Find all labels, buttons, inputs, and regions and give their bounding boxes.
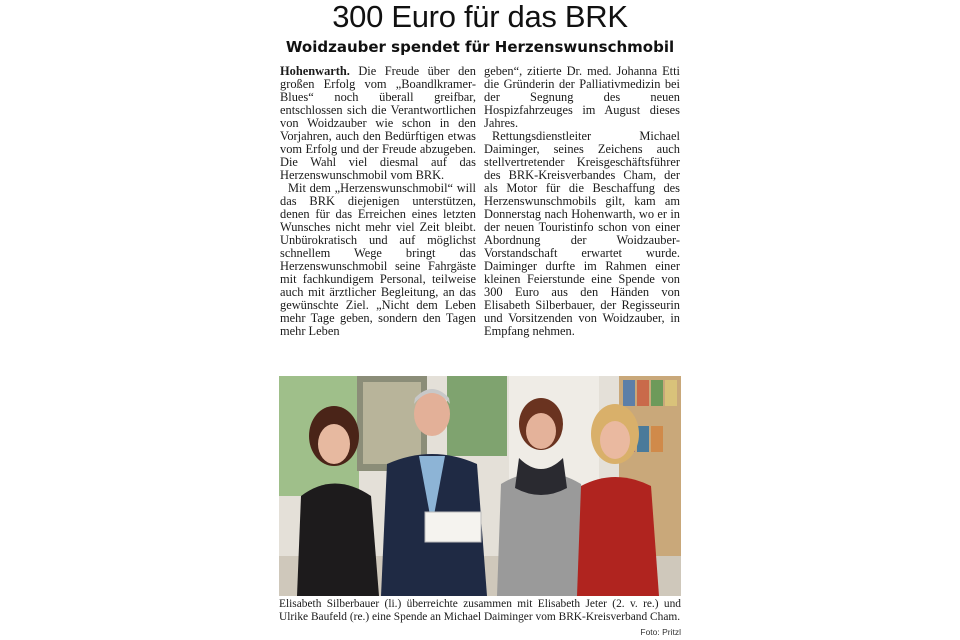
paragraph [280, 65, 476, 182]
photo-caption: Elisabeth Silberbauer (li.) überreichte zusammen mit Elisabeth Jeter (2. v. re.) und Ulrike Baufeld (re.) eine Spende an Michael Daiminger vom BRK-Kreisverband Cham. [279, 598, 681, 623]
headline: 300 Euro für das BRK [332, 0, 628, 34]
subheadline: Woidzauber spendet für Herzenswunschmobil [285, 38, 675, 56]
article-column-1 [280, 65, 476, 338]
article-photo [279, 376, 681, 596]
paragraph: Rettungsdienstleiter Michael Daiminger, seines Zeichens auch stellvertretender Kreisgeschäftsführer des BRK-Kreisverbandes Cham, der als Motor für die Beschaffung des Herzenswunschmobils gilt, kam am Donnerstag nach Hohenwarth, wo er in der neuen Touristinfo schon von einer Abordnung der Woidzauber-Vorstandschaft erwartet wurde. Daiminger durfte im Rahmen einer kleinen Feierstunde eine Spende von 300 Euro aus den Händen von Elisabeth Silberbauer, der Regisseurin und Vorsitzenden von Woidzauber, in Empfang nehmen. [484, 129, 680, 338]
paragraph: geben“, zitierte Dr. med. Johanna Etti die Gründerin der Palliativmedizin bei der Segnung des neuen Hospizfahrzeuges im August dieses Jahres. [484, 64, 680, 130]
photo-credit: Foto: Pritzl [640, 627, 681, 637]
article-column-2 [484, 65, 680, 338]
group-photo-illustration [279, 376, 681, 596]
paragraph-text: Die Freude über den großen Erfolg vom „Boandlkramer-Blues“ noch überall greifbar, entschlossen sich die Verantwortlichen von Woidzauber wie schon in den Vorjahren, auch den Bedürftigen etwas vom Erfolg und der Freude abzugeben. Die Wahl viel diesmal auf das Herzenswunschmobil vom BRK. [280, 64, 476, 182]
paragraph: Mit dem „Herzenswunschmobil“ will das BRK diejenigen unterstützen, denen für das Erreichen eines letzten Wunsches nicht mehr viel Zeit bleibt. Unbürokratisch und auf möglichst schnellem Wege bringt das Herzenswunschmobil seine Fahrgäste mit fachkundigem Personal, teilweise auch mit ärztlicher Begleitung, an das gewünschte Ziel. „Nicht dem Leben mehr Tage geben, sondern den Tagen mehr Leben [280, 181, 476, 338]
dateline-place: Hohenwarth. [280, 64, 350, 78]
